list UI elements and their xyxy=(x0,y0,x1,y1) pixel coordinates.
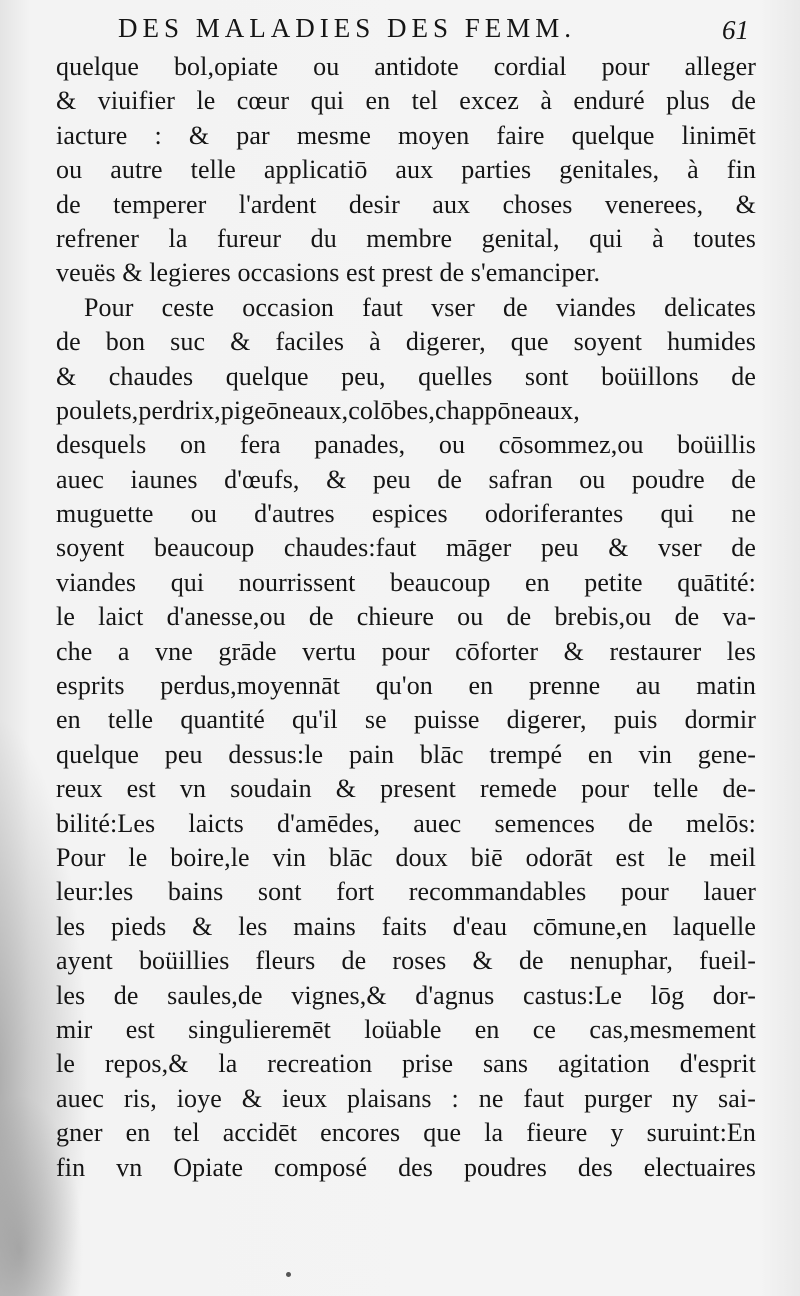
text-line: che a vne grāde vertu pour cōforter & restaurer les xyxy=(56,636,756,666)
text-line: ou autre telle applicatiō aux parties genitales, à fin xyxy=(56,155,756,185)
text-line: ayent boüillies fleurs de roses & de nenuphar, fueil- xyxy=(56,946,756,976)
text-line: soyent beaucoup chaudes:faut māger peu & vser de xyxy=(56,533,756,563)
text-line: fin vn Opiate composé des poudres des electuaires xyxy=(56,1152,756,1182)
body-text xyxy=(56,50,756,1185)
text-line: quelque peu dessus:le pain blāc trempé en vin gene- xyxy=(56,739,756,769)
text-line: & chaudes quelque peu, quelles sont boüillons de xyxy=(56,361,756,391)
text-line: le laict d'anesse,ou de chieure ou de brebis,ou de va- xyxy=(56,602,756,632)
text-line: refrener la fureur du membre genital, qui à toutes xyxy=(56,223,756,253)
text-line: poulets,perdrix,pigeōneaux,colōbes,chappōneaux, xyxy=(56,395,580,425)
ink-speck xyxy=(286,1272,291,1277)
text-line: desquels on fera panades, ou cōsommez,ou boüillis xyxy=(56,430,756,460)
text-line: auec ris, ioye & ieux plaisans : ne faut purger ny sai- xyxy=(56,1083,756,1113)
text-line: de temperer l'ardent desir aux choses venerees, & xyxy=(56,189,756,219)
text-line: gner en tel accidēt encores que la fieure y suruint:En xyxy=(56,1118,756,1148)
text-line: iacture : & par mesme moyen faire quelque linimēt xyxy=(56,120,756,150)
page-number: 61 xyxy=(722,15,749,45)
text-line: reux est vn soudain & present remede pour telle de- xyxy=(56,774,756,804)
running-title: DES MALADIES DES FEMM. xyxy=(118,13,577,43)
text-line: les de saules,de vignes,& d'agnus castus:Le lōg dor- xyxy=(56,980,756,1010)
text-line: leur:les bains sont fort recommandables pour lauer xyxy=(56,877,756,907)
text-line: les pieds & les mains faits d'eau cōmune,en laquelle xyxy=(56,911,756,941)
text-line: de bon suc & faciles à digerer, que soyent humides xyxy=(56,327,756,357)
text-line: le repos,& la recreation prise sans agitation d'esprit xyxy=(56,1049,756,1079)
text-line: Pour le boire,le vin blāc doux biē odorāt est le meil xyxy=(56,842,756,872)
text-line: muguette ou d'autres espices odoriferantes qui ne xyxy=(56,499,756,529)
text-line: auec iaunes d'œufs, & peu de safran ou poudre de xyxy=(56,464,756,494)
text-line: quelque bol,opiate ou antidote cordial pour alleger xyxy=(56,52,756,81)
text-line: mir est singulieremēt loüable en ce cas,mesmement xyxy=(56,1014,756,1044)
text-line: esprits perdus,moyennāt qu'on en prenne au matin xyxy=(56,671,756,701)
text-line: viandes qui nourrissent beaucoup en petite quātité: xyxy=(56,567,756,597)
text-line: & viuifier le cœur qui en tel excez à enduré plus de xyxy=(56,86,756,116)
text-line: bilité:Les laicts d'amēdes, auec semences de melōs: xyxy=(56,808,756,838)
text-line: en telle quantité qu'il se puisse digerer, puis dormir xyxy=(56,705,756,735)
text-line: veuës & legieres occasions est prest de s'emanciper. xyxy=(56,258,601,288)
paragraph-start-line: Pour ceste occasion faut vser de viandes delicates xyxy=(84,292,756,322)
